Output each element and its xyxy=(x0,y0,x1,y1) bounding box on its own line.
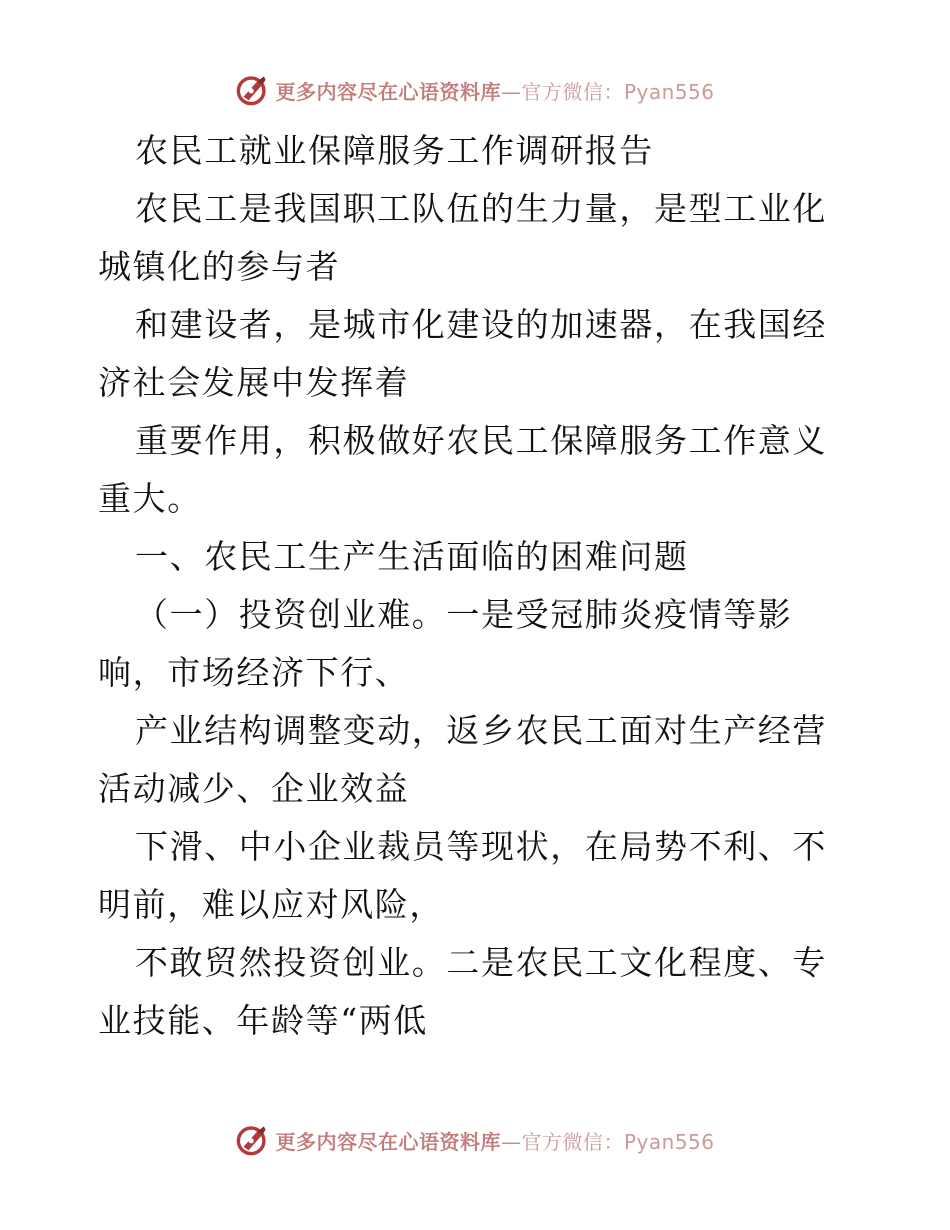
paragraph: 重要作用，积极做好农民工保障服务工作意义重大。 xyxy=(98,421,827,518)
watermark-separator: — xyxy=(500,79,522,104)
watermark-brand: 更多内容尽在心语资料库 xyxy=(275,1129,501,1154)
watermark-text xyxy=(275,1126,714,1155)
watermark-brand: 更多内容尽在心语资料库 xyxy=(275,79,501,104)
document-body xyxy=(98,122,858,1050)
paragraph: 下滑、中小企业裁员等现状，在局势不利、不明前，难以应对风险， xyxy=(98,827,827,924)
watermark-separator: — xyxy=(500,1129,522,1154)
watermark-wechat-id: Pyan556 xyxy=(623,79,715,104)
watermark-wechat-label: 官方微信： xyxy=(521,1129,624,1154)
watermark-text xyxy=(275,76,714,105)
section-heading: 一、农民工生产生活面临的困难问题 xyxy=(135,537,689,576)
paragraph: （一）投资创业难。一是受冠肺炎疫情等影响，市场经济下行、 xyxy=(98,595,793,692)
paragraph: 产业结构调整变动，返乡农民工面对生产经营活动减少、企业效益 xyxy=(98,711,827,808)
watermark-wechat-label: 官方微信： xyxy=(521,79,624,104)
pen-logo-icon xyxy=(235,73,269,107)
footer-watermark xyxy=(0,1120,950,1160)
paragraph: 不敢贸然投资创业。二是农民工文化程度、专业技能、年龄等“两低 xyxy=(98,943,827,1040)
watermark-wechat-id: Pyan556 xyxy=(623,1129,715,1154)
paragraph: 农民工是我国职工队伍的生力量，是型工业化城镇化的参与者 xyxy=(98,189,827,286)
header-watermark xyxy=(0,70,950,110)
pen-logo-icon xyxy=(235,1123,269,1157)
document-title: 农民工就业保障服务工作调研报告 xyxy=(135,131,654,170)
paragraph: 和建设者，是城市化建设的加速器，在我国经济社会发展中发挥着 xyxy=(98,305,827,402)
